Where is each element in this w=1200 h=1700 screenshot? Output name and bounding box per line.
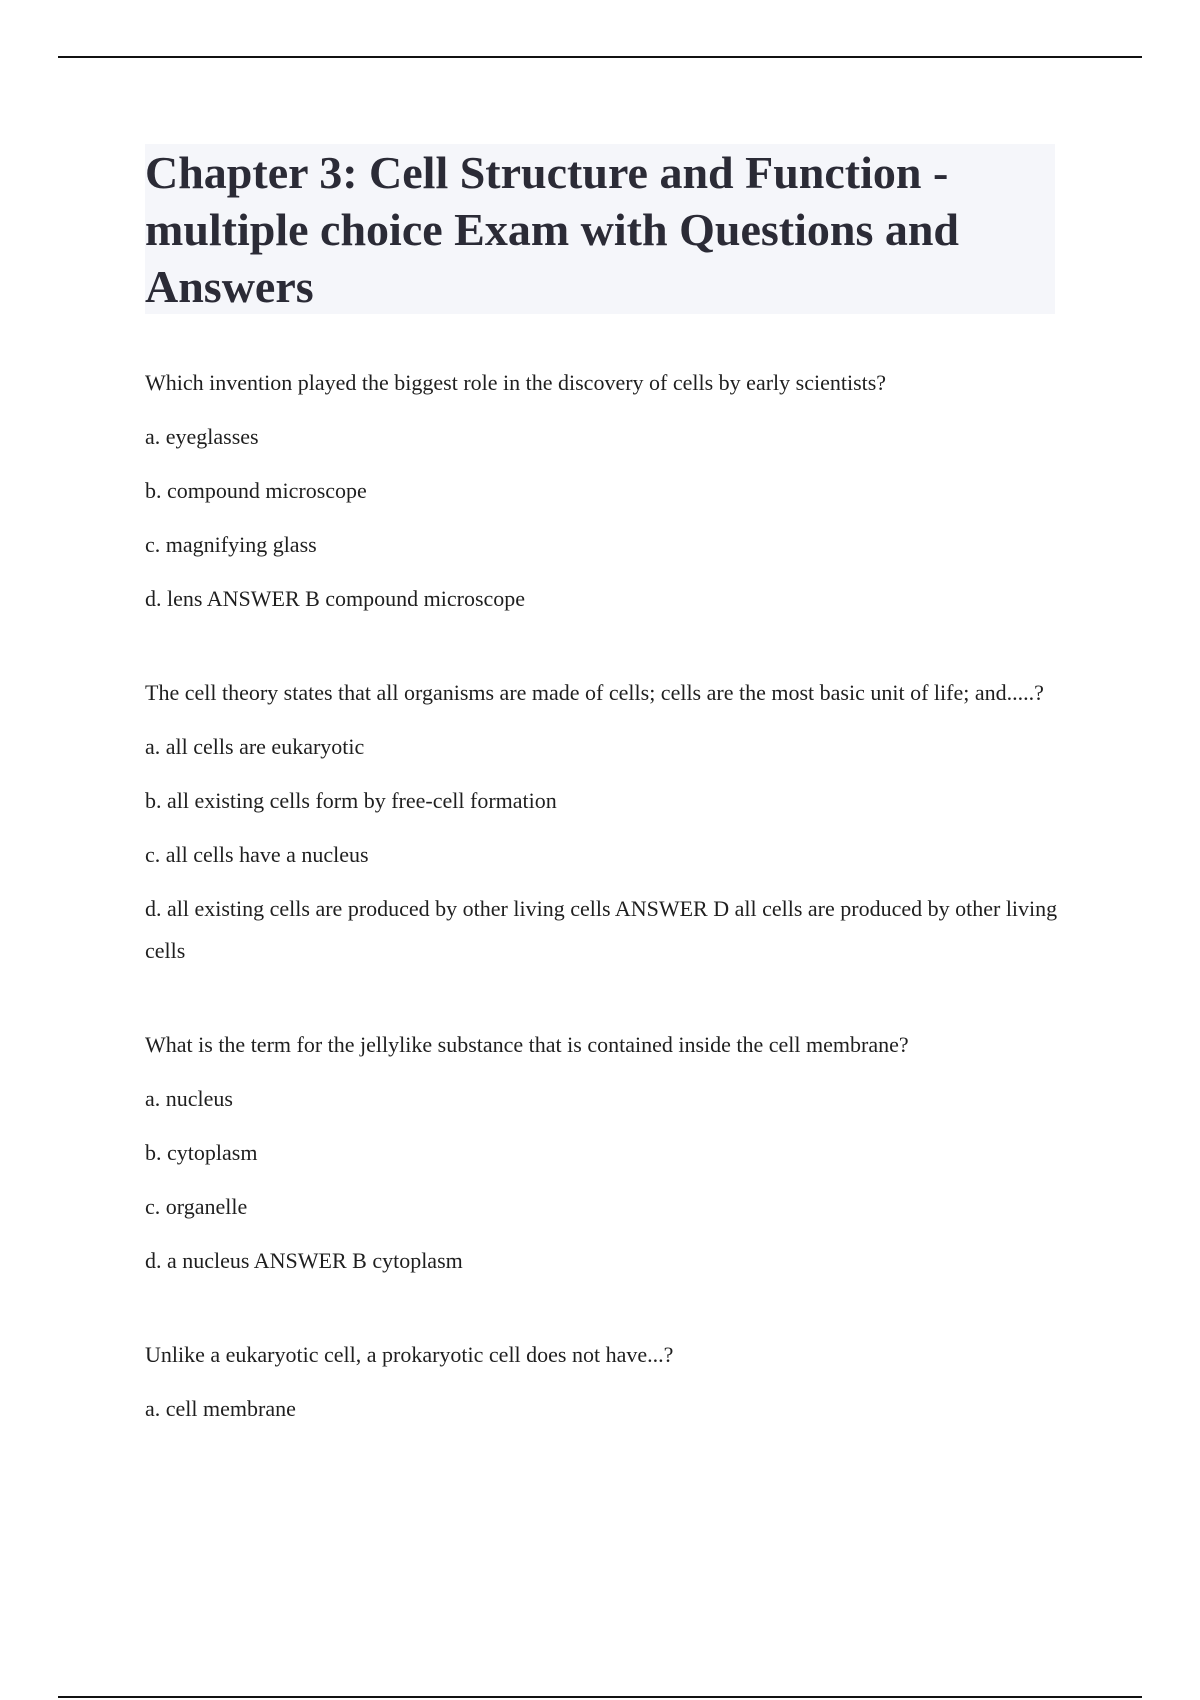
option-a: a. nucleus — [145, 1086, 233, 1111]
question-3 — [145, 1024, 1075, 1282]
question-text: Unlike a eukaryotic cell, a prokaryotic cell does not have...? — [145, 1342, 674, 1367]
bottom-divider — [58, 1696, 1142, 1698]
question-text: Which invention played the biggest role in the discovery of cells by early scientists? — [145, 370, 887, 395]
option-b: b. compound microscope — [145, 478, 367, 503]
question-2 — [145, 672, 1075, 972]
question-1 — [145, 362, 1075, 620]
page-title: Chapter 3: Cell Structure and Function - multiple choice Exam with Questions and Answers — [145, 147, 960, 312]
option-b: b. cytoplasm — [145, 1140, 258, 1165]
option-c: c. magnifying glass — [145, 532, 317, 557]
question-text: What is the term for the jellylike substance that is contained inside the cell membrane? — [145, 1032, 909, 1057]
title-banner — [145, 144, 1055, 314]
option-a: a. cell membrane — [145, 1396, 296, 1421]
option-a: a. all cells are eukaryotic — [145, 734, 365, 759]
option-d-with-answer: d. all existing cells are produced by other living cells ANSWER D all cells are produced by other living cells — [145, 896, 1058, 963]
option-a: a. eyeglasses — [145, 424, 259, 449]
option-b: b. all existing cells form by free-cell formation — [145, 788, 557, 813]
option-c: c. all cells have a nucleus — [145, 842, 369, 867]
option-c: c. organelle — [145, 1194, 248, 1219]
option-d-with-answer: d. a nucleus ANSWER B cytoplasm — [145, 1248, 463, 1273]
option-d-with-answer: d. lens ANSWER B compound microscope — [145, 586, 526, 611]
top-divider — [58, 56, 1142, 58]
question-text: The cell theory states that all organisms are made of cells; cells are the most basic unit of life; and.....? — [145, 680, 1044, 705]
question-4 — [145, 1334, 1075, 1430]
question-list — [145, 362, 1075, 1482]
